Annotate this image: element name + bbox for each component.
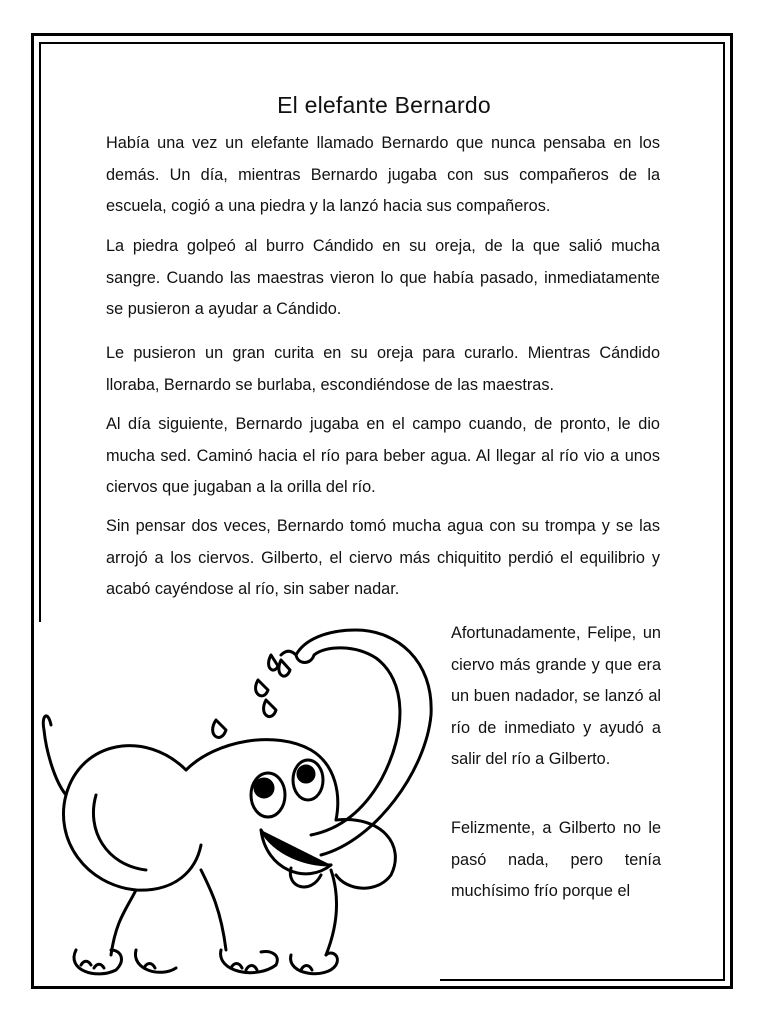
page-title: El elefante Bernardo: [277, 92, 491, 118]
side-paragraph-1: Afortunadamente, Felipe, un ciervo más grande y que era un buen nadador, se lanzó al río de inmediato y ayudó a salir del río a Gilberto.: [451, 624, 661, 768]
paragraph-1: Había una vez un elefante llamado Bernardo que nunca pensaba en los demás. Un día, mientras Bernardo jugaba con sus compañeros de la escuela, cogió a una piedra y la lanzó hacia sus compañeros.: [106, 134, 660, 215]
paragraph-3: Le pusieron un gran curita en su oreja para curarlo. Mientras Cándido lloraba, Bernardo se burlaba, escondiéndose de las maestras.: [106, 344, 660, 394]
inner-border-left: [39, 42, 41, 622]
paragraph-5: Sin pensar dos veces, Bernardo tomó mucha agua con su trompa y se las arrojó a los ciervos. Gilberto, el ciervo más chiquitito perdió el equilibrio y acabó cayéndose al río, sin saber nadar.: [106, 517, 660, 598]
paragraph-4: Al día siguiente, Bernardo jugaba en el campo cuando, de pronto, le dio mucha sed. Caminó hacia el río para beber agua. Al llegar al río vio a unos ciervos que jugaban a la orilla del río.: [106, 415, 660, 496]
elephant-illustration: [36, 620, 436, 985]
paragraph-2: La piedra golpeó al burro Cándido en su oreja, de la que salió mucha sangre. Cuando las maestras vieron lo que había pasado, inmediatamente se pusieron a ayudar a Cándido.: [106, 237, 660, 318]
inner-border-right: [723, 42, 725, 980]
inner-border-top: [39, 42, 725, 44]
side-paragraph-2: Felizmente, a Gilberto no le pasó nada, pero tenía muchísimo frío porque el: [451, 819, 661, 900]
inner-border-bottom: [440, 979, 725, 981]
